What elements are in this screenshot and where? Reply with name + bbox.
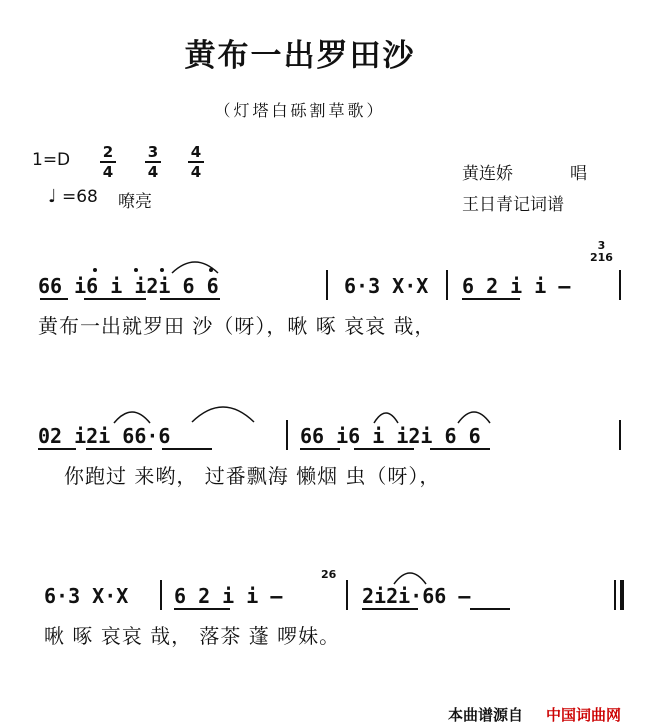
bar-line [446,270,448,300]
slur [372,405,400,425]
singer-name: 黄连娇 [462,164,513,184]
beat-underline [462,298,520,300]
beat-underline [362,608,418,610]
bar-line [619,270,621,300]
measure-3-2: 6 2 i i – [174,584,283,608]
beat-underline [84,298,146,300]
mood-marking: 嘹亮 [118,192,152,212]
high-octave-dot [160,268,164,272]
beat-underline [300,448,340,450]
footer-brand-link[interactable]: 中国词曲网 [546,706,622,724]
high-octave-dot [134,268,138,272]
final-bar-line-thin [614,580,616,610]
beat-underline [160,298,220,300]
grace-notes: 26 [321,568,337,581]
song-title: 黄布一出罗田沙 [184,38,416,74]
singer-role: 唱 [570,164,587,184]
beat-underline [38,448,76,450]
time-signature-3-4: 3 4 [145,144,161,181]
beat-underline [470,608,510,610]
slur [456,405,492,425]
slur [170,255,220,275]
measure-2-1: 02 i2i 66·6 [38,424,171,448]
song-subtitle: （灯塔白砾割草歌） [214,101,386,120]
beat-underline [86,448,152,450]
lyrics-line-3: 啾 啄 哀哀 哉， 落茶 蓬 啰妹。 [44,624,341,648]
beat-underline [430,448,490,450]
lyrics-line-1: 黄布一出就罗田 沙（呀），啾 啄 哀哀 哉， [38,314,436,338]
measure-1-1: 66 i6 i i2i 6 6 [38,274,219,298]
bar-line [286,420,288,450]
measure-3-3: 2i2i·66 – [362,584,471,608]
quarter-note-icon: ♩ [48,186,57,207]
time-signature-4-4: 4 4 [188,144,204,181]
bar-line [619,420,621,450]
measure-2-2: 66 i6 i i2i 6 6 [300,424,481,448]
footer-source-text: 本曲谱源自 [448,706,524,724]
beat-underline [174,608,230,610]
final-bar-line-thick [620,580,624,610]
lyrics-line-2: 你跑过 来哟， 过番飘海 懒烟 虫（呀）， [64,464,441,488]
beat-underline [354,448,414,450]
time-signature-2-4: 2 4 [100,144,116,181]
tempo-value: =68 [62,187,98,207]
bar-line [326,270,328,300]
bar-line [346,580,348,610]
slur [392,566,428,586]
beat-underline [40,298,68,300]
bar-line [160,580,162,610]
measure-1-2: 6·3 X·X [344,274,429,298]
beat-underline [162,448,212,450]
slur [112,405,152,425]
measure-1-3: 6 2 i i – [462,274,571,298]
high-octave-dot [93,268,97,272]
high-octave-dot [209,268,213,272]
measure-3-1: 6·3 X·X [44,584,129,608]
transcriber-credit: 王日青记词谱 [462,195,564,215]
grace-notes: 3 216 [590,239,613,264]
key-signature: 1=D [32,150,71,170]
tie [190,398,256,424]
